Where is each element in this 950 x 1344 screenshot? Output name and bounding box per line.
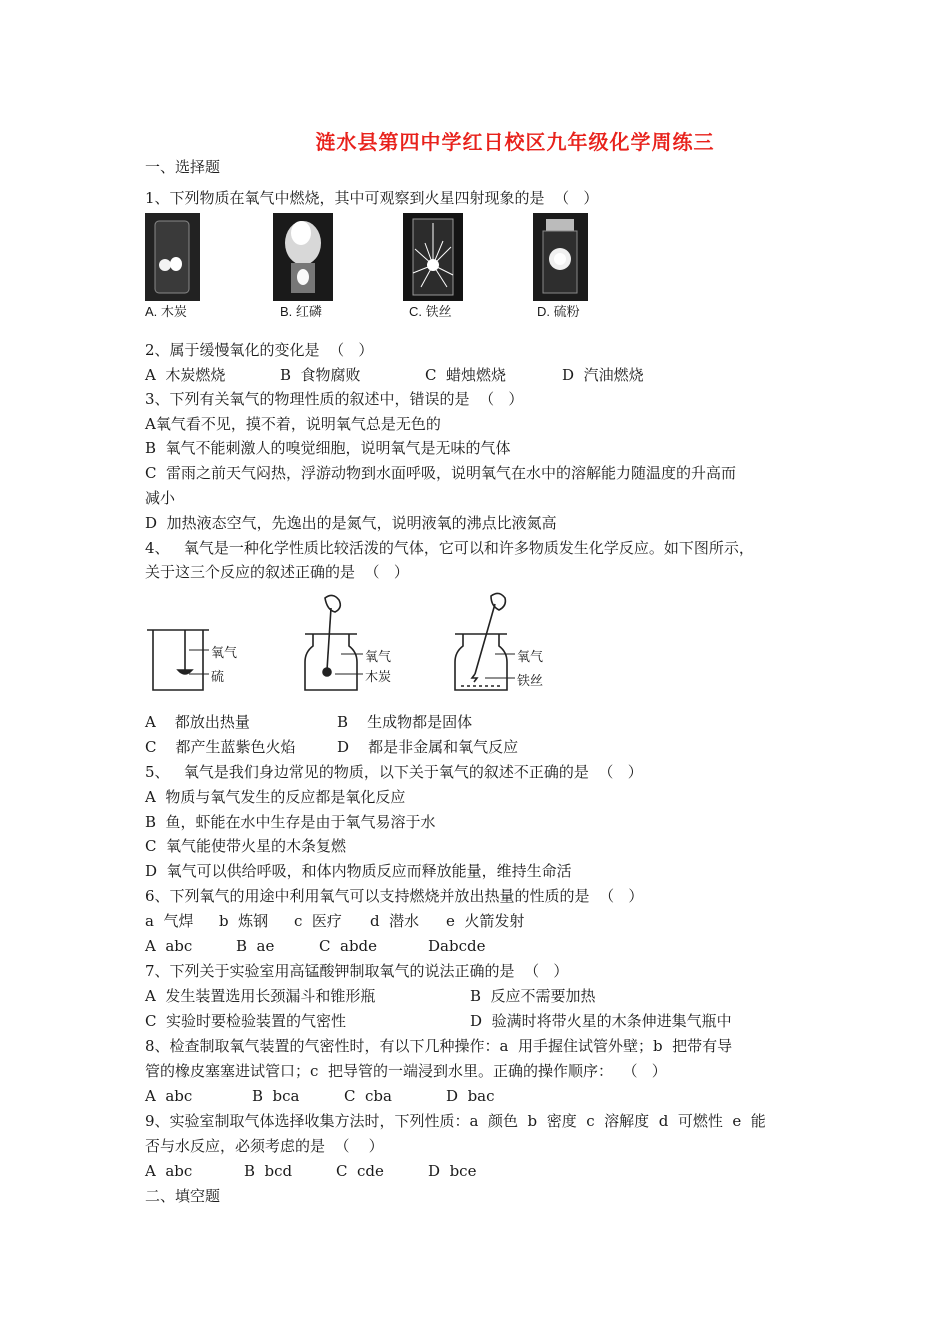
red-phosphorus-photo bbox=[273, 213, 333, 301]
q3-option-b: B 氧气不能刺激人的嗅觉细胞，说明氧气是无味的气体 bbox=[145, 439, 511, 457]
q1-caption-b: B. 红磷 bbox=[280, 304, 322, 319]
q5-option-a: A 物质与氧气发生的反应都是氧化反应 bbox=[145, 788, 406, 806]
question-9-line2: 否与水反应，必须考虑的是 （ ） bbox=[145, 1137, 384, 1155]
question-1: 1、下列物质在氧气中燃烧，其中可观察到火星四射现象的是 （ ） bbox=[145, 189, 599, 207]
q2-option-b: B 食物腐败 bbox=[280, 366, 361, 384]
q4-option-d: D 都是非金属和氧气反应 bbox=[337, 738, 519, 756]
question-6: 6、下列氧气的用途中利用氧气可以支持燃烧并放出热量的性质的是 （ ） bbox=[145, 887, 644, 905]
q4-apparatus-diagrams bbox=[145, 590, 555, 698]
q6-option-d: Dabcde bbox=[428, 937, 486, 955]
q1-caption-a: A. 木炭 bbox=[145, 304, 187, 319]
q2-option-c: C 蜡烛燃烧 bbox=[425, 366, 507, 384]
q8-option-c: C cba bbox=[344, 1087, 392, 1105]
label-oxygen-1: 氧气 bbox=[211, 646, 238, 661]
q7-option-c: C 实验时要检验装置的气密性 bbox=[145, 1012, 347, 1030]
q5-option-d: D 氧气可以供给呼吸，和体内物质反应而释放能量，维持生命活 bbox=[145, 862, 572, 880]
q1-photo-strip bbox=[145, 213, 595, 323]
q6-option-a: A abc bbox=[145, 937, 193, 955]
q7-option-b: B 反应不需要加热 bbox=[470, 987, 596, 1005]
q5-option-b: B 鱼，虾能在水中生存是由于氧气易溶于水 bbox=[145, 813, 436, 831]
label-charcoal: 木炭 bbox=[365, 670, 392, 685]
q3-option-c-line1: C 雷雨之前天气闷热，浮游动物到水面呼吸，说明氧气在水中的溶解能力随温度的升高而 bbox=[145, 464, 737, 482]
q3-option-c-line2: 减小 bbox=[145, 489, 176, 507]
q2-option-d: D 汽油燃烧 bbox=[562, 366, 644, 384]
q9-option-c: C cde bbox=[336, 1162, 384, 1180]
label-oxygen-2: 氧气 bbox=[365, 650, 392, 665]
q6-use-d: d 潜水 bbox=[370, 912, 420, 930]
charcoal-photo bbox=[145, 213, 200, 301]
q6-use-c: c 医疗 bbox=[294, 912, 342, 930]
label-oxygen-3: 氧气 bbox=[517, 650, 544, 665]
q1-caption-d: D. 硫粉 bbox=[537, 304, 580, 319]
q6-option-c: C abde bbox=[319, 937, 378, 955]
q1-caption-c: C. 铁丝 bbox=[409, 304, 452, 319]
q8-option-a: A abc bbox=[145, 1087, 193, 1105]
sulfur-photo bbox=[533, 213, 588, 301]
question-8-line1: 8、检查制取氧气装置的气密性时，有以下几种操作：a 用手握住试管外壁；b 把带有导 bbox=[145, 1037, 733, 1055]
q8-option-d: D bac bbox=[446, 1087, 495, 1105]
q6-use-e: e 火箭发射 bbox=[446, 912, 525, 930]
q9-option-a: A abc bbox=[145, 1162, 193, 1180]
question-8-line2: 管的橡皮塞塞进试管口；c 把导管的一端浸到水里。正确的操作顺序： （ ） bbox=[145, 1062, 667, 1080]
question-9-line1: 9、实验室制取气体选择收集方法时，下列性质：a 颜色 b 密度 c 溶解度 d 可燃性 e 能 bbox=[145, 1112, 766, 1130]
q6-option-b: B ae bbox=[236, 937, 275, 955]
q3-option-d: D 加热液态空气，先逸出的是氮气，说明液氧的沸点比液氮高 bbox=[145, 514, 557, 532]
q8-option-b: B bca bbox=[252, 1087, 300, 1105]
question-7: 7、下列关于实验室用高锰酸钾制取氧气的说法正确的是 （ ） bbox=[145, 962, 569, 980]
page-title: 涟水县第四中学红日校区九年级化学周练三 bbox=[315, 130, 715, 154]
question-4-line1: 4、 氧气是一种化学性质比较活泼的气体，它可以和许多物质发生化学反应。如下图所示， bbox=[145, 539, 754, 557]
q2-option-a: A 木炭燃烧 bbox=[145, 366, 226, 384]
q4-option-a: A 都放出热量 bbox=[145, 713, 250, 731]
q6-use-b: b 炼钢 bbox=[219, 912, 269, 930]
q4-option-b: B 生成物都是固体 bbox=[337, 713, 473, 731]
q4-option-c: C 都产生蓝紫色火焰 bbox=[145, 738, 296, 756]
question-5: 5、 氧气是我们身边常见的物质，以下关于氧气的叙述不正确的是 （ ） bbox=[145, 763, 643, 781]
q9-option-d: D bce bbox=[428, 1162, 477, 1180]
iron-wire-photo bbox=[403, 213, 463, 301]
q5-option-c: C 氧气能使带火星的木条复燃 bbox=[145, 837, 347, 855]
label-sulfur: 硫 bbox=[211, 670, 225, 685]
q7-option-a: A 发生装置选用长颈漏斗和锥形瓶 bbox=[145, 987, 376, 1005]
question-4-line2: 关于这三个反应的叙述正确的是 （ ） bbox=[145, 563, 409, 581]
q7-option-d: D 验满时将带火星的木条伸进集气瓶中 bbox=[470, 1012, 732, 1030]
section-heading: 一、选择题 bbox=[145, 158, 221, 176]
label-iron-wire: 铁丝 bbox=[517, 674, 544, 689]
q9-option-b: B bcd bbox=[244, 1162, 293, 1180]
q6-use-a: a 气焊 bbox=[145, 912, 194, 930]
q3-option-a: A氧气看不见，摸不着，说明氧气总是无色的 bbox=[145, 415, 441, 433]
question-3: 3、下列有关氧气的物理性质的叙述中，错误的是 （ ） bbox=[145, 390, 524, 408]
question-2: 2、属于缓慢氧化的变化是 （ ） bbox=[145, 341, 374, 359]
section-heading-2: 二、填空题 bbox=[145, 1187, 221, 1205]
